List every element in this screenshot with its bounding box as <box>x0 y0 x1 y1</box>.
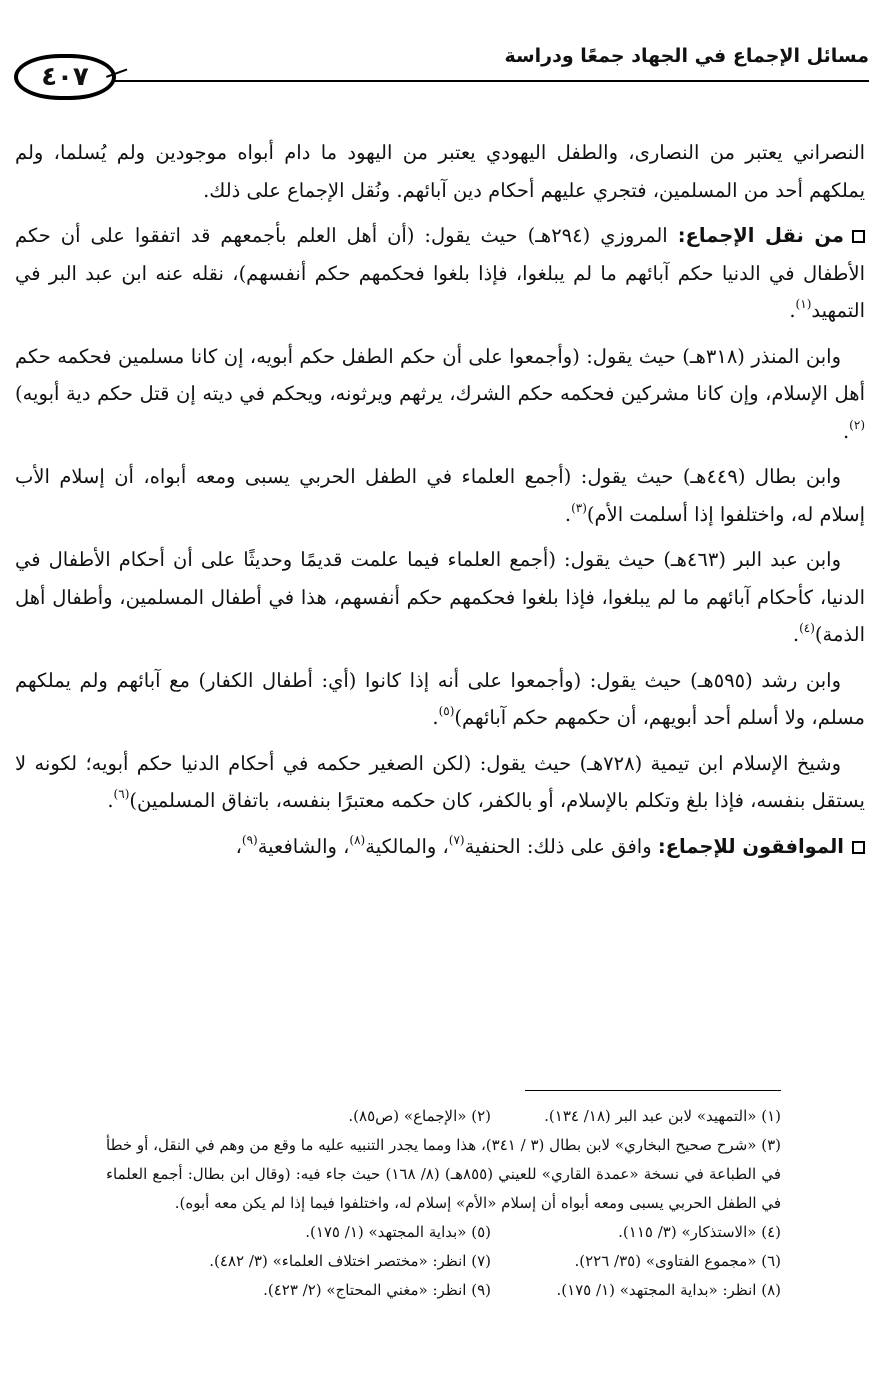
paragraph-6-end: . <box>432 706 439 729</box>
footnote-9: (٩) انظر: «مغني المحتاج» (٢/ ٤٢٣). <box>263 1281 491 1299</box>
paragraph-6 <box>15 662 865 737</box>
paragraph-1: النصراني يعتبر من النصارى، والطفل اليهودي يعتبر من اليهود ما دام أبواه موجودين ولم يُسلما، ولم يملكهم أحد من المسلمين، فتجري عليهم أحكام دين آبائهم. ونُقل الإجماع على ذلك. <box>15 141 865 202</box>
footnote-8: (٨) انظر: «بداية المجتهد» (١/ ١٧٥). <box>556 1281 781 1299</box>
paragraph-3 <box>15 338 865 451</box>
paragraph-8-hanafi: وافق على ذلك: الحنفية <box>464 834 652 858</box>
paragraph-7-end: . <box>107 789 114 812</box>
footnote-ref-1[interactable]: (١) <box>795 297 812 311</box>
paragraph-3-end: . <box>842 419 850 443</box>
page-number: ٤٠٧ <box>14 54 116 100</box>
paragraph-4 <box>15 458 865 533</box>
footnote-ref-2[interactable]: (٢) <box>849 417 865 432</box>
paragraph-5-text: وابن عبد البر (٤٦٣هـ) حيث يقول: (أجمع العلماء فيما علمت قديمًا وحديثًا على أن أحكام الأطفال في الدنيا، كأحكام آبائهم ما لم يبلغوا، فإذا بلغوا فحكمهم حكم أنفسهم، هذا في أطفال المسلمين، وأطفال أهل الذمة) <box>15 548 865 646</box>
footnote-row <box>106 1276 781 1305</box>
paragraph-4-text: وابن بطال (٤٤٩هـ) حيث يقول: (أجمع العلماء في الطفل الحربي يسبى ومعه أبواه، أن إسلام الأب إسلام له، واختلفوا إذا أسلمت الأم) <box>15 465 865 526</box>
footnote-1: (١) «التمهيد» لابن عبد البر (١٨/ ١٣٤). <box>544 1107 781 1125</box>
paragraph-8 <box>15 828 865 866</box>
paragraph-4-end: . <box>564 502 572 526</box>
footnotes <box>106 1102 781 1305</box>
footnote-2: (٢) «الإجماع» (ص٨٥). <box>348 1107 491 1125</box>
footnote-ref-6[interactable]: (٦) <box>113 787 130 801</box>
paragraph-3-text: وابن المنذر (٣١٨هـ) حيث يقول: (وأجمعوا على أن حكم الطفل حكم أبويه، إن كانا مسلمين فحكمه حكم أهل الإسلام، وإن كانا مشركين فحكمه حكم الشرك، يرثهم ويرثونه، ويحكم في ديته إن قتل حكم دية أبويه) <box>15 344 865 405</box>
paragraph-5 <box>15 541 865 654</box>
footnote-row <box>106 1218 781 1247</box>
paragraph-7 <box>15 745 865 820</box>
paragraph-8-maliki: ، والمالكية <box>365 834 449 858</box>
running-title: مسائل الإجماع في الجهاد جمعًا ودراسة <box>504 45 869 67</box>
footnote-ref-3[interactable]: (٣) <box>571 500 587 515</box>
footnote-ref-9[interactable]: (٩) <box>241 832 258 847</box>
footnote-row <box>106 1247 781 1276</box>
paragraph-2-text: المروزي (٢٩٤هـ) حيث يقول: (أن أهل العلم بأجمعهم قد اتفقوا على أن حكم الأطفال في الدنيا حكم آبائهم ما لم يبلغوا، فإذا بلغوا فحكمهم حكم أنفسهم)، نقله عنه ابن عبد البر في التمهيد <box>15 224 865 322</box>
footnote-6: (٦) «مجموع الفتاوى» (٣٥/ ٢٢٦). <box>574 1252 781 1270</box>
paragraph-5-end: . <box>792 623 800 646</box>
square-box-icon <box>852 230 865 243</box>
footnote-7: (٧) انظر: «مختصر اختلاف العلماء» (٣/ ٤٨٢). <box>209 1252 491 1270</box>
footnote-3: (٣) «شرح صحيح البخاري» لابن بطال (٣ / ٣٤١)، هذا ومما يجدر التنبيه عليه ما وقع من وهم في النقل، أو خطأ في الطباعة في نسخة «عمدة القاري» للعيني (٨٥٥هـ) (٨/ ١٦٨) حيث جاء فيه: (وقال ابن بطال: أجمع العلماء في الطفل الحربي يسبى ومعه أبواه أن إسلام «الأم» إسلام له، واختلفوا فيما إذا لم يكن معه أبوه). <box>106 1136 782 1212</box>
paragraph-2-end: . <box>789 299 796 322</box>
paragraph-7-text: وشيخ الإسلام ابن تيمية (٧٢٨هـ) حيث يقول: (لكن الصغير حكمه في أحكام الدنيا حكم أبويه؛ لكونه لا يستقل بنفسه، فإذا بلغ وتكلم بالإسلام، أو بالكفر، كان حكمه معتبرًا بنفسه، باتفاق المسلمين) <box>15 751 865 812</box>
footnote-ref-8[interactable]: (٨) <box>349 832 366 847</box>
page-header <box>14 40 869 100</box>
footnote-ref-7[interactable]: (٧) <box>448 832 465 847</box>
paragraph-8-shafii: ، والشافعية <box>257 834 350 858</box>
square-box-icon <box>852 841 865 854</box>
paragraph-6-text: وابن رشد (٥٩٥هـ) حيث يقول: (وأجمعوا على أنه إذا كانوا (أي: أطفال الكفار) مع آبائهم ولم يملكهم مسلم، ولا أسلم أحد أبويهم، أن حكمهم حكم آبائهم) <box>15 668 865 729</box>
footnote-separator <box>525 1090 781 1091</box>
section-lead-agreeing: الموافقون للإجماع: <box>657 834 844 858</box>
footnote-4: (٤) «الاستذكار» (٣/ ١١٥). <box>618 1223 781 1241</box>
footnote-ref-4[interactable]: (٤) <box>799 621 815 635</box>
section-lead-transmitters: من نقل الإجماع: <box>677 224 845 247</box>
footnote-ref-5[interactable]: (٥) <box>438 704 455 718</box>
paragraph-2 <box>15 217 865 330</box>
main-text <box>15 134 865 873</box>
header-rule <box>114 80 869 82</box>
paragraph-8-end: ، <box>235 834 242 858</box>
footnote-row <box>106 1102 781 1131</box>
footnote-5: (٥) «بداية المجتهد» (١/ ١٧٥). <box>305 1223 491 1241</box>
